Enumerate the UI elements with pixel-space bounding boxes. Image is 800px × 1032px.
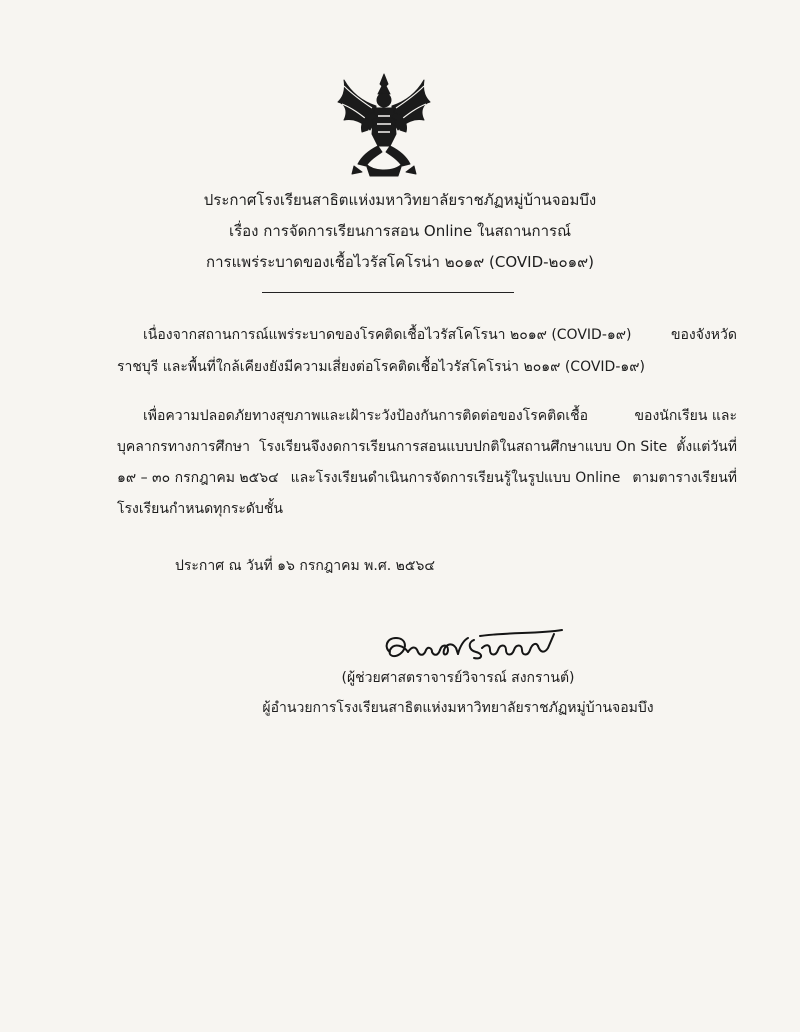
- announcement-title: ประกาศโรงเรียนสาธิตแห่งมหาวิทยาลัยราชภัฏหมู่บ้านจอมบึง: [203, 191, 597, 209]
- paragraph-2-line-2: [117, 437, 737, 457]
- paragraph-1-text-b: ของจังหวัด: [670, 327, 737, 343]
- garuda-emblem-icon: [334, 72, 434, 177]
- announcement-subject: เรื่อง การจัดการเรียนการสอน Online ในสถานการณ์: [228, 222, 572, 240]
- paragraph-2-text-a: เพื่อความปลอดภัยทางสุขภาพและเฝ้าระวังป้องกันการติดต่อของโรคติดเชื้อ: [143, 408, 589, 424]
- paragraph-2-text-e: ตั้งแต่วันที่: [676, 439, 737, 455]
- paragraph-2-text-d: โรงเรียนจึงงดการเรียนการสอนแบบปกติในสถานศึกษาแบบ On Site: [258, 439, 668, 455]
- paragraph-2-text-b: ของนักเรียน และ: [634, 408, 737, 424]
- announcement-subject-cont: การแพร่ระบาดของเชื้อไวรัสโคโรน่า ๒๐๑๙ (COVID-๒๐๑๙): [206, 253, 594, 271]
- signer-name: (ผู้ช่วยศาสตราจารย์วิจารณ์ สงกรานต์): [341, 670, 575, 686]
- paragraph-2-line-4: โรงเรียนกำหนดทุกระดับชั้น: [117, 501, 283, 517]
- paragraph-2-text-g: และโรงเรียนดำเนินการจัดการเรียนรู้ในรูปแบบ Online: [290, 470, 621, 486]
- paragraph-2-text-c: บุคลากรทางการศึกษา: [117, 439, 250, 455]
- paragraph-2-line-3: [117, 468, 737, 488]
- paragraph-2-text-h: ตามตารางเรียนที่: [632, 470, 737, 486]
- paragraph-1-line-2: ราชบุรี และพื้นที่ใกล้เคียงยังมีความเสี่ยงต่อโรคติดเชื้อไวรัสโคโรน่า ๒๐๑๙ (COVID-๑๙): [117, 359, 645, 375]
- issued-date: ประกาศ ณ วันที่ ๑๖ กรกฎาคม พ.ศ. ๒๕๖๔: [175, 558, 435, 574]
- paragraph-2-line-1: [143, 406, 737, 426]
- paragraph-2-text-f: ๑๙ – ๓๐ กรกฎาคม ๒๕๖๔: [117, 470, 279, 486]
- heading-divider: [262, 292, 514, 293]
- signer-title: ผู้อำนวยการโรงเรียนสาธิตแห่งมหาวิทยาลัยราชภัฏหมู่บ้านจอมบึง: [262, 700, 654, 716]
- handwritten-signature: [378, 626, 568, 668]
- paragraph-1-line-1: [143, 325, 737, 345]
- paragraph-1-text-a: เนื่องจากสถานการณ์แพร่ระบาดของโรคติดเชื้อไวรัสโคโรนา ๒๐๑๙ (COVID-๑๙): [143, 327, 632, 343]
